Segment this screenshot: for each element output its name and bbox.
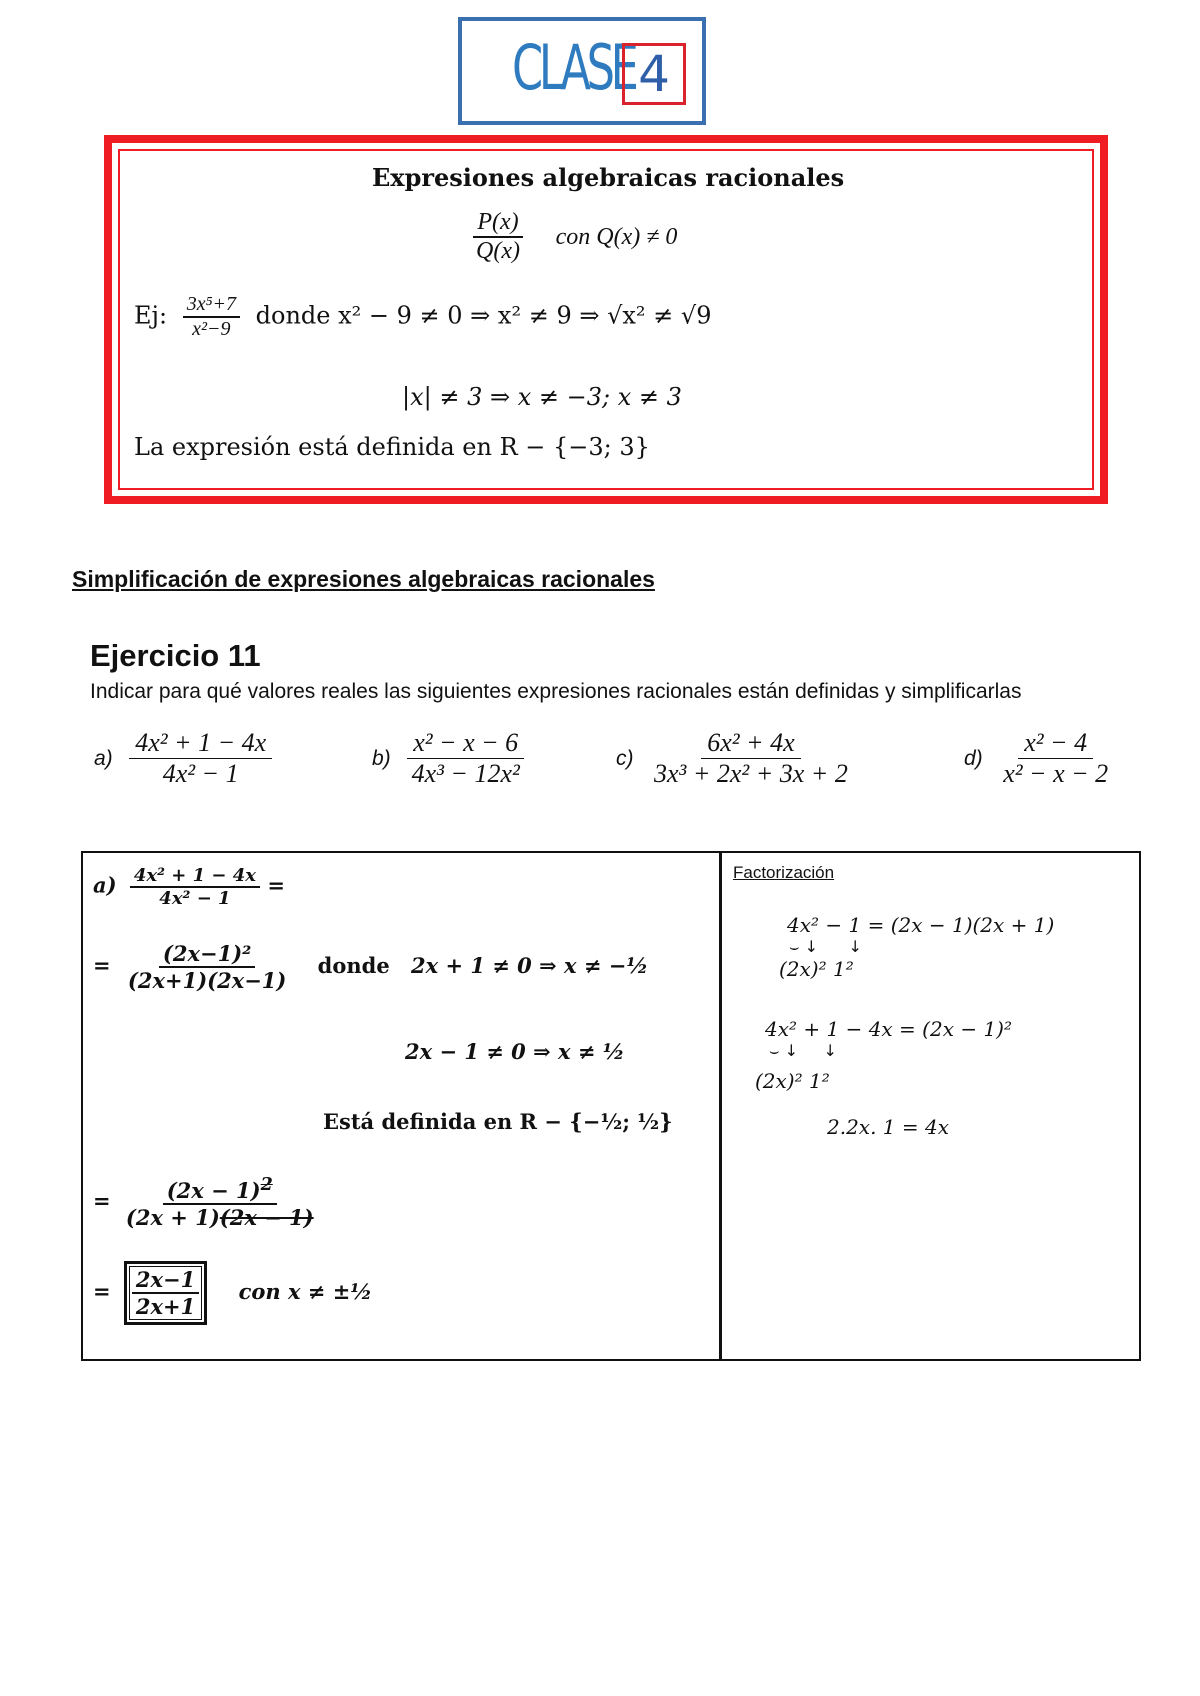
general-denominator: Q(x) [476, 238, 520, 264]
condition-1: 2x + 1 ≠ 0 ⇒ x ≠ −½ [411, 952, 649, 978]
title-text: CLASE [512, 31, 635, 104]
work-step2 [93, 1175, 318, 1230]
donde-word: donde [317, 952, 390, 978]
step1-fraction [124, 941, 290, 993]
item-label: d) [964, 746, 983, 770]
step1-numerator: (2x−1)² [159, 941, 255, 968]
work-a-label: a) [93, 872, 117, 898]
exercise-item-d [964, 728, 1112, 789]
item-label: b) [372, 746, 391, 770]
item-fraction [999, 728, 1112, 789]
result-denominator: 2x+1 [135, 1294, 196, 1319]
item-fraction [407, 728, 524, 789]
item-denominator: 4x² − 1 [162, 759, 239, 788]
item-label: a) [94, 746, 113, 770]
definition-heading: Expresiones algebraicas racionales [372, 163, 845, 192]
step2-numerator-exponent: 2 [260, 1175, 273, 1195]
factorization-line-1-under: (2x)² 1² [779, 957, 854, 981]
work-step1 [93, 941, 648, 993]
step1-denominator: (2x+1)(2x−1) [127, 968, 287, 993]
work-result [93, 1261, 372, 1325]
equals-sign: = [267, 872, 285, 898]
condition-2: 2x − 1 ≠ 0 ⇒ x ≠ ½ [405, 1039, 625, 1064]
example-numerator: 3x⁵+7 [183, 293, 240, 318]
result-fraction [129, 1266, 202, 1320]
factorization-line-2: 4x² + 1 − 4x = (2x − 1)² [765, 1017, 1012, 1041]
step2-numerator-base: (2x − 1) [166, 1178, 261, 1203]
factorization-line-2-under: (2x)² 1² [755, 1069, 830, 1093]
section-title: Simplificación de expresiones algebraicas racionales [72, 566, 655, 592]
factorization-title: Factorización [733, 863, 835, 882]
exercise-instruction: Indicar para qué valores reales las siguientes expresiones racionales están definidas y simplificarlas [90, 680, 1022, 703]
example-denominator: x²−9 [192, 318, 231, 340]
item-denominator: 3x³ + 2x² + 3x + 2 [654, 759, 848, 788]
equals-sign: = [93, 1188, 111, 1213]
domain-line: La expresión está definida en R − {−3; 3} [134, 433, 650, 461]
item-fraction [650, 728, 852, 789]
column-divider [719, 853, 722, 1359]
exercise-title: Ejercicio 11 [90, 638, 261, 673]
item-numerator: 6x² + 4x [701, 728, 800, 759]
work-a-fraction [130, 865, 260, 909]
equals-sign: = [93, 952, 111, 978]
factorization-line-1: 4x² − 1 = (2x − 1)(2x + 1) [787, 913, 1055, 937]
abs-line: |x| ≠ 3 ⇒ x ≠ −3; x ≠ 3 [402, 383, 682, 411]
brace-icon: ⌣ ↓ ↓ [769, 1041, 837, 1060]
item-fraction [129, 728, 272, 789]
general-condition: con Q(x) ≠ 0 [555, 223, 678, 250]
step2-fraction [122, 1175, 318, 1230]
exercise-item-a [94, 728, 272, 789]
item-label: c) [616, 746, 634, 770]
defined-text: Está definida en R − {−½; ½} [323, 1109, 673, 1134]
step2-denominator-kept: (2x + 1) [125, 1205, 220, 1230]
work-a-numerator: 4x² + 1 − 4x [130, 865, 260, 888]
example-fraction [183, 293, 240, 341]
work-a-denominator: 4x² − 1 [159, 888, 231, 909]
exercise-item-b [372, 728, 524, 789]
result-box [124, 1261, 207, 1325]
item-denominator: 4x³ − 12x² [411, 759, 520, 788]
brace-icon: ⌣ ↓ ↓ [789, 937, 862, 956]
equals-sign: = [93, 1278, 111, 1304]
example-chain: donde x² − 9 ≠ 0 ⇒ x² ≠ 9 ⇒ √x² ≠ √9 [255, 301, 712, 330]
example-label: Ej: [134, 301, 168, 330]
result-condition: con x ≠ ±½ [238, 1278, 373, 1304]
exercise-item-c [616, 728, 852, 789]
item-denominator: x² − x − 2 [1003, 759, 1109, 788]
work-a-start [93, 865, 285, 909]
definition-box [104, 135, 1108, 504]
title-box [458, 17, 706, 125]
general-fraction [472, 209, 524, 265]
title-number: 4 [622, 43, 686, 105]
general-numerator: P(x) [473, 209, 522, 238]
factorization-line-3: 2.2x. 1 = 4x [827, 1115, 950, 1139]
work-table [81, 851, 1141, 1361]
item-numerator: x² − 4 [1018, 728, 1093, 759]
step2-denominator-cancelled: (2x − 1) [219, 1205, 314, 1230]
example-row [134, 293, 711, 341]
item-numerator: 4x² + 1 − 4x [129, 728, 272, 759]
step2-numerator [163, 1175, 277, 1205]
result-numerator: 2x−1 [132, 1267, 199, 1294]
step2-denominator [122, 1205, 318, 1230]
item-numerator: x² − x − 6 [407, 728, 524, 759]
general-form [472, 209, 677, 265]
